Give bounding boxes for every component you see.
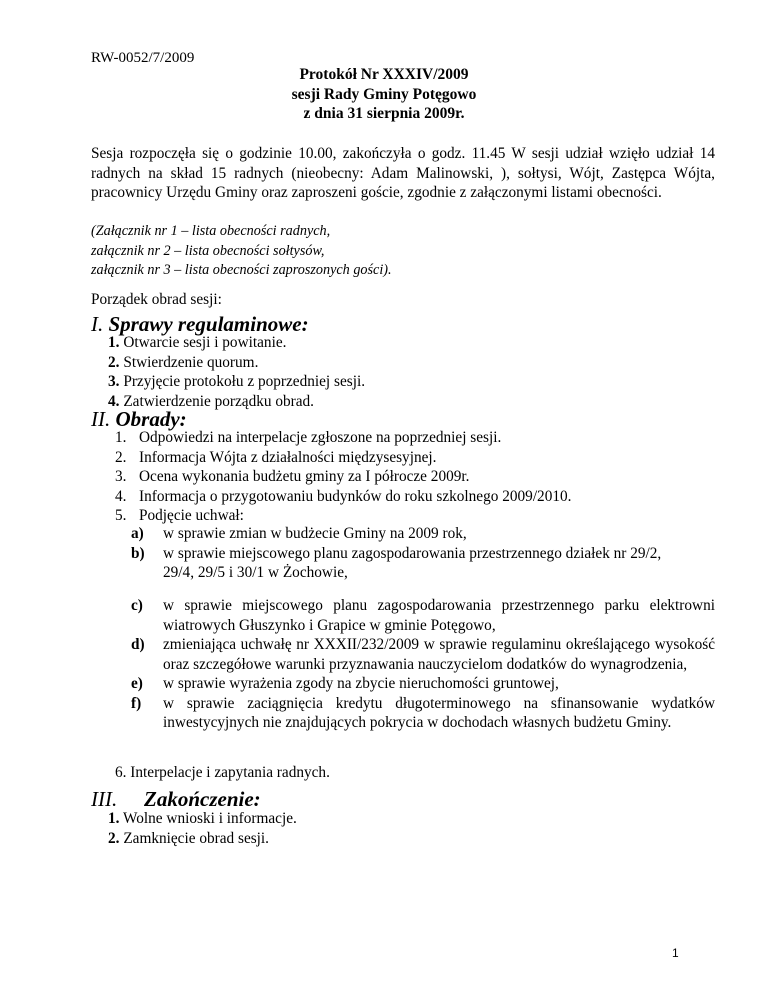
resolution-letter: e) [131, 675, 143, 692]
resolution-item [131, 674, 715, 694]
list-item [108, 829, 297, 849]
list-item [108, 333, 365, 353]
section-title: Zakończenie: [144, 787, 261, 811]
document-title [91, 65, 677, 124]
resolution-text: w sprawie zmian w budżecie Gminy na 2009 rok, [163, 525, 467, 542]
annex-item: (Załącznik nr 1 – lista obecności radnych, [91, 223, 331, 239]
resolution-letter: b) [131, 544, 145, 562]
section-heading-closing [91, 787, 261, 811]
interpellations-item: 6. Interpelacje i zapytania radnych. [115, 764, 330, 781]
section-title: Obrady: [115, 407, 187, 431]
page-number: 1 [672, 946, 679, 960]
section-roman: II. [91, 407, 111, 431]
item-number: 4. [115, 487, 127, 505]
resolution-text: w sprawie miejscowego planu zagospodarowania przestrzennego działek nr 29/2, 29/4, 29/5 i 30/1 w Żochowie, [163, 544, 662, 581]
resolution-text: w sprawie zaciągnięcia kredytu długoterminowego na sfinansowanie wydatków inwestycyjnych nie znajdujących pokrycia w dochodach własnych budżetu Gminy. [163, 694, 715, 731]
item-number: 1. [115, 429, 127, 446]
resolution-text: w sprawie miejscowego planu zagospodarowania przestrzennego parku elektrowni wiatrowych Głuszynko i Grapice w gminie Potęgowo, [163, 597, 715, 634]
item-text: Informacja Wójta z działalności międzysesyjnej. [139, 448, 437, 466]
resolution-item [131, 544, 683, 583]
item-text: Zamknięcie obrad sesji. [123, 829, 270, 847]
item-text: Otwarcie sesji i powitanie. [123, 334, 287, 351]
item-text: Zatwierdzenie porządku obrad. [123, 392, 315, 410]
resolution-letter: d) [131, 636, 145, 653]
item-number: 4. [108, 392, 120, 410]
item-number: 1. [108, 810, 120, 827]
item-text: Przyjęcie protokołu z poprzedniej sesji. [123, 373, 366, 390]
resolution-text: zmieniająca uchwałę nr XXXII/232/2009 w sprawie regulaminu określającego wysokość oraz szczegółowe warunki przyznawania nauczycielom dodatków do wynagrodzenia, [163, 636, 715, 673]
document-number: RW-0052/7/2009 [91, 50, 195, 66]
resolution-item [131, 524, 715, 544]
resolution-item [131, 694, 715, 733]
resolutions-list-part2 [131, 596, 715, 733]
item-number: 5. [115, 507, 127, 524]
item-text: Wolne wnioski i informacje. [123, 810, 297, 827]
resolution-item [131, 635, 715, 674]
list-item [115, 487, 571, 507]
proceedings-list [115, 428, 571, 526]
resolution-letter: a) [131, 525, 144, 542]
regulations-list [108, 333, 365, 411]
resolution-letter: c) [131, 597, 143, 614]
intro-paragraph: Sesja rozpoczęła się o godzinie 10.00, zakończyła o godz. 11.45 W sesji udział wzięło udział 14 radnych na skład 15 radnych (nieobecny: Adam Malinowski, ), sołtysi, Wójt, Zastępca Wójta, pracownicy Urzędu Gminy oraz zaproszeni goście, zgodnie z załączonymi listami obecności. [91, 145, 715, 201]
list-item [108, 809, 297, 829]
resolution-letter: f) [131, 694, 142, 712]
resolution-item [131, 596, 715, 635]
item-text: Podjęcie uchwał: [139, 507, 244, 524]
list-item [115, 448, 571, 468]
annex-item: załącznik nr 3 – lista obecności zaproszonych gości). [91, 262, 392, 278]
item-text: Stwierdzenie quorum. [123, 353, 259, 371]
resolution-text: w sprawie wyrażenia zgody na zbycie nieruchomości gruntowej, [163, 675, 559, 692]
closing-list [108, 809, 297, 848]
title-line: sesji Rady Gminy Potęgowo [291, 85, 477, 103]
item-number: 2. [108, 353, 120, 371]
title-line: z dnia 31 sierpnia 2009r. [303, 105, 465, 122]
item-text: Odpowiedzi na interpelacje zgłoszone na poprzedniej sesji. [139, 429, 502, 446]
agenda-label: Porządek obrad sesji: [91, 291, 222, 308]
list-item [115, 428, 571, 448]
annex-item: załącznik nr 2 – lista obecności sołtysów, [91, 242, 325, 259]
list-item [115, 467, 571, 487]
resolutions-list-part1 [131, 524, 715, 583]
item-text: Ocena wykonania budżetu gminy za I półrocze 2009r. [139, 468, 470, 485]
item-text: Informacja o przygotowaniu budynków do roku szkolnego 2009/2010. [139, 487, 572, 505]
item-number: 3. [115, 468, 127, 485]
list-item [108, 353, 365, 373]
section-roman: I. [91, 312, 104, 336]
item-number: 1. [108, 334, 120, 351]
list-item [108, 372, 365, 392]
section-title: Sprawy regulaminowe: [108, 312, 309, 336]
annex-list [91, 222, 392, 281]
list-item [115, 506, 571, 526]
item-number: 2. [115, 448, 127, 466]
item-number: 3. [108, 373, 120, 390]
section-roman: III. [91, 787, 118, 811]
item-number: 2. [108, 829, 120, 847]
title-line: Protokół Nr XXXIV/2009 [299, 66, 469, 83]
